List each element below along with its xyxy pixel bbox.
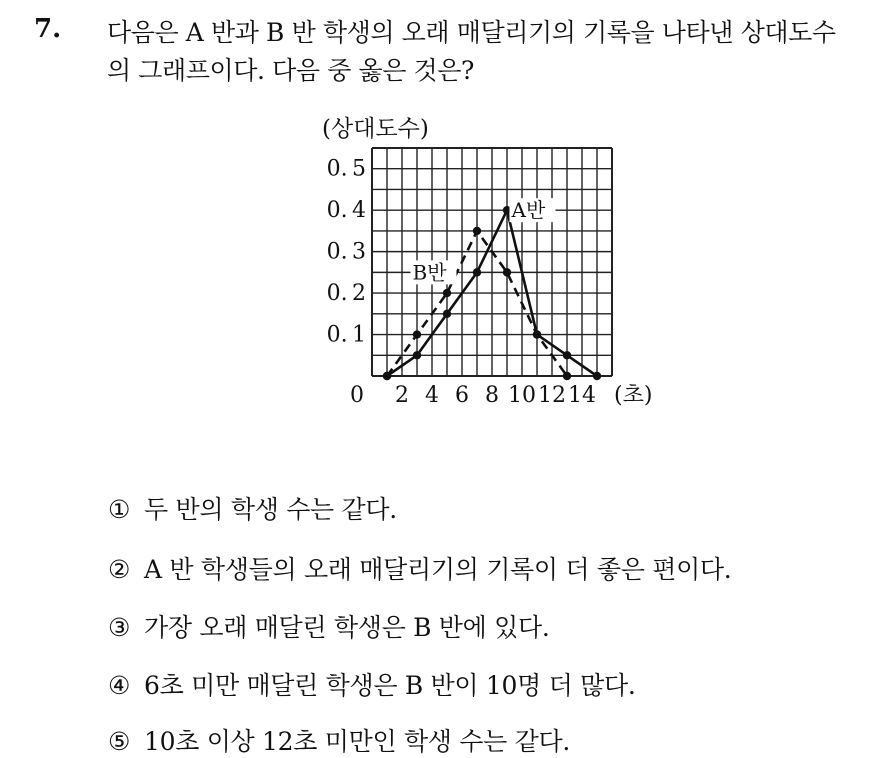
x-tick-label: 8	[485, 383, 499, 408]
relative-frequency-chart	[300, 108, 660, 408]
x-axis-label: (초)	[614, 383, 653, 408]
origin-label: 0	[350, 383, 364, 408]
x-tick-label: 6	[455, 383, 469, 408]
series-point-b	[473, 227, 481, 235]
question-number: 7.	[34, 14, 62, 44]
series-point-b	[443, 289, 451, 297]
y-axis-label: (상대도수)	[322, 116, 429, 142]
x-tick-label: 2	[395, 383, 409, 408]
choice-2-mark: ②	[108, 555, 131, 584]
question-text	[107, 14, 877, 90]
question-line-1: 다음은 A 반과 B 반 학생의 오래 매달리기의 기록을 나타낸 상대도수	[107, 18, 836, 47]
series-point-a	[413, 351, 421, 359]
choice-3-text: 가장 오래 매달린 학생은 B 반에 있다.	[144, 613, 550, 642]
y-tick-label: 0. 3	[326, 239, 366, 265]
choice-3-mark: ③	[108, 613, 131, 642]
choice-2-text: A 반 학생들의 오래 매달리기의 기록이 더 좋은 편이다.	[144, 555, 732, 584]
choice-4-text: 6초 미만 매달린 학생은 B 반이 10명 더 많다.	[144, 671, 636, 700]
y-tick-label: 0. 2	[326, 281, 366, 307]
choice-5[interactable]	[108, 722, 570, 758]
series-point-b	[503, 268, 511, 276]
y-tick-label: 0. 4	[326, 198, 366, 224]
series-point-a	[593, 372, 601, 380]
choice-3[interactable]	[108, 608, 550, 644]
choice-1[interactable]	[108, 490, 397, 526]
x-tick-label: 4	[425, 383, 439, 408]
choice-5-text: 10초 이상 12초 미만인 학생 수는 같다.	[144, 727, 571, 756]
choice-1-mark: ①	[108, 495, 131, 524]
series-point-b	[413, 330, 421, 338]
series-point-a	[473, 268, 481, 276]
x-tick-label: 12	[538, 383, 566, 408]
x-tick-label: 10	[508, 383, 536, 408]
series-point-a	[443, 310, 451, 318]
series-label-a: A반	[511, 198, 546, 223]
choice-4-mark: ④	[108, 671, 131, 700]
choice-5-mark: ⑤	[108, 727, 131, 756]
choice-2[interactable]	[108, 550, 731, 586]
series-point-b	[533, 330, 541, 338]
choice-1-text: 두 반의 학생 수는 같다.	[144, 495, 397, 524]
chart-grid	[372, 148, 612, 376]
series-point-b	[383, 372, 391, 380]
y-tick-label: 0. 5	[326, 156, 366, 182]
choice-4[interactable]	[108, 666, 635, 702]
series-point-b	[563, 372, 571, 380]
question-line-2: 의 그래프이다. 다음 중 옳은 것은?	[107, 56, 475, 85]
series-point-a	[563, 351, 571, 359]
x-tick-label: 14	[568, 383, 596, 408]
series-label-b: B반	[412, 260, 447, 285]
y-tick-label: 0. 1	[326, 322, 366, 348]
